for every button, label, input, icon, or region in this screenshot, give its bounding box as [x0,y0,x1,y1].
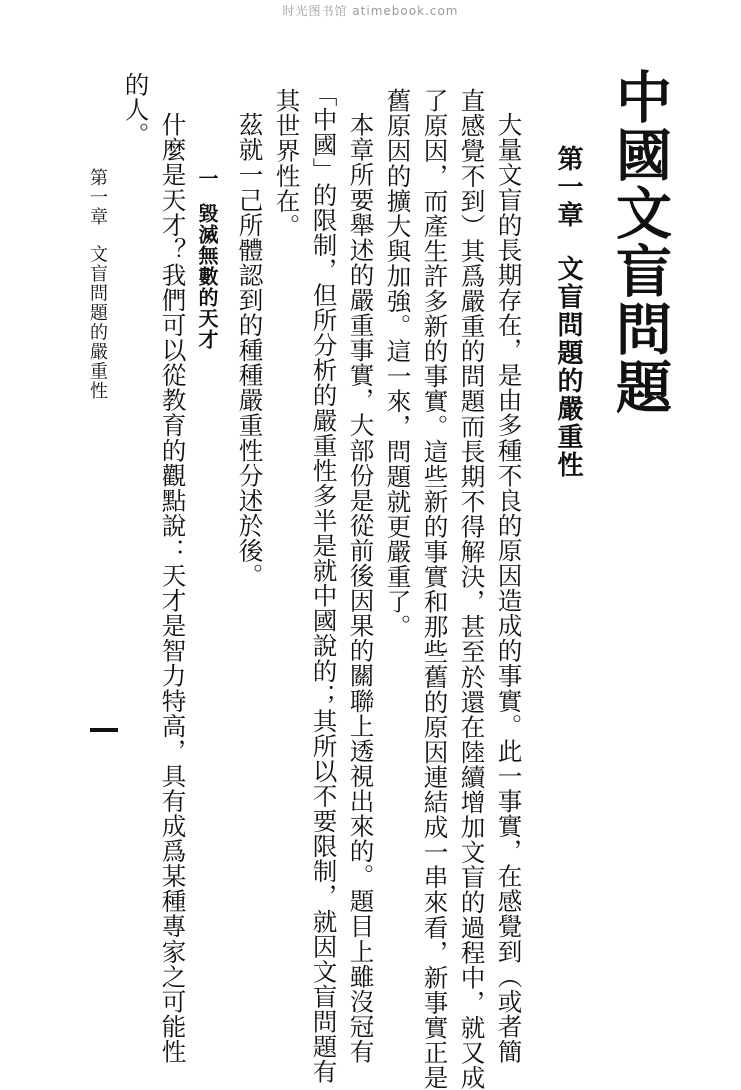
page-number [90,728,118,732]
text-line: 茲就一己所體認到的種種嚴重性分述於後。 [235,112,265,588]
chapter-number: 第一章 [553,145,583,229]
section-title: 毀滅無數的天才 [195,203,219,350]
book-title: 中國文盲問題 [607,68,673,416]
text-line: 本章所要舉述的嚴重事實，大部份是從前後因果的關聯上透視出來的。題目上雖沒冠有 [346,112,376,1064]
section-heading [197,168,217,350]
text-line: 的人。 [121,72,151,148]
running-head-title: 文盲問題的嚴重性 [87,244,108,401]
watermark: 时光图书馆 atimebook.com [282,4,459,18]
running-head-chapter: 第一章 [87,168,108,227]
text-line: 舊原因的擴大與加強。這一來，問題就更嚴重了。 [383,88,413,640]
running-head [88,168,106,401]
text-line: 直感覺不到）其爲嚴重的問題而長期不得解決，甚至於還在陸續增加文盲的過程中，就又成 [457,88,487,1090]
text-line: 了原因，而產生許多新的事實。這些新的事實和那些舊的原因連結成一串來看，新事實正是 [420,88,450,1090]
chapter-heading [555,145,581,479]
chapter-title: 文盲問題的嚴重性 [553,255,583,479]
text-line: 什麼是天才？我們可以從教育的觀點說：天才是智力特高，具有成爲某種專家之可能性 [158,112,188,1064]
text-line: 「中國」的限制，但所分析的嚴重性多半是就中國說的；其所以不要限制，就因文盲問題有 [309,82,339,1084]
section-number: 一 [195,168,219,189]
text-line: 大量文盲的長期存在，是由多種不良的原因造成的事實。此一事實，在感覺到（或者簡 [494,112,524,1064]
text-line: 其世界性在。 [272,88,302,239]
